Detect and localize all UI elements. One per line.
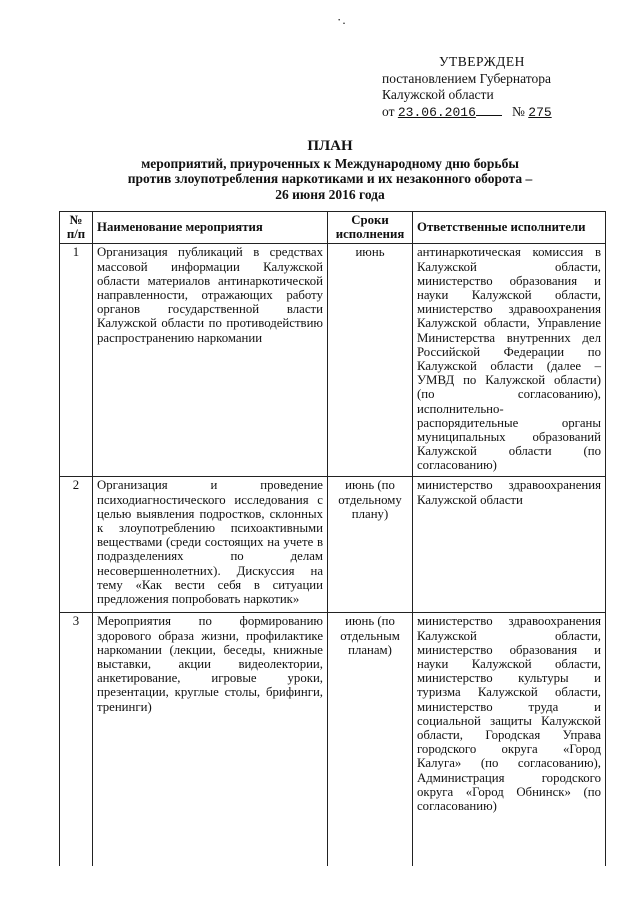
approval-line-2: Калужской области xyxy=(382,87,494,102)
row-num: 2 xyxy=(60,477,93,613)
title-line-3: 26 июня 2016 года xyxy=(275,186,385,202)
header-resp: Ответственные исполнители xyxy=(413,212,606,244)
row-term: июнь (по отдельному плану) xyxy=(328,477,413,613)
approval-date-line xyxy=(382,104,552,122)
row-name: Организация и проведение психодиагностического исследования с целью выявления подростков, склонных к злоупотреблению психоактивными веществами (среди состоящих на учете в подразделениях по делам несовершеннолетних). Дискуссия на тему «Как вести себя в ситуации предложения попробовать наркотик» xyxy=(93,477,328,613)
table-row xyxy=(60,613,606,867)
title-heading: ПЛАН xyxy=(307,138,353,154)
table-row xyxy=(60,477,606,613)
row-resp: министерство здравоохранения Калужской области xyxy=(413,477,606,613)
row-resp: антинаркотическая комиссия в Калужской области, министерство образования и науки Калужской области, министерство здравоохранения Калужской области, Управление Министерства внутренних дел Российской Федерации по Калужской области (далее – УМВД по Калужской области) (по согласованию), исполнительно-распорядительные органы муниципальных образований Калужской области (по согласованию) xyxy=(413,244,606,477)
approval-stamp xyxy=(382,54,552,121)
header-term: Сроки исполнения xyxy=(328,212,413,244)
number-prefix: № xyxy=(512,103,525,119)
approval-number: 275 xyxy=(528,104,552,120)
scan-mark: ·. xyxy=(337,12,347,27)
row-num: 3 xyxy=(60,613,93,867)
row-num: 1 xyxy=(60,244,93,477)
header-name: Наименование мероприятия xyxy=(93,212,328,244)
document-title xyxy=(60,139,600,202)
row-term: июнь xyxy=(328,244,413,477)
row-name: Мероприятия по формированию здорового образа жизни, профилактике наркомании (лекции, беседы, книжные выставки, акции видеолектории, анкетирование, игровые уроки, презентации, круглые столы, брифинги, тренинги) xyxy=(93,613,328,867)
table-header-row xyxy=(60,212,606,244)
plan-table xyxy=(59,211,606,866)
row-term: июнь (по отдельным планам) xyxy=(328,613,413,867)
date-prefix: от xyxy=(382,103,395,119)
table-row xyxy=(60,244,606,477)
row-name: Организация публикаций в средствах массовой информации Калужской области материалов антинаркотической направленности, отражающих работу органов государственной власти Калужской области по противодействию распространению наркомании xyxy=(93,244,328,477)
header-num: № п/п xyxy=(60,212,93,244)
date-underline xyxy=(476,104,502,116)
approval-line-1: постановлением Губернатора xyxy=(382,70,551,86)
approval-date: 23.06.2016 xyxy=(397,104,476,120)
title-line-2: против злоупотребления наркотиками и их незаконного оборота – xyxy=(127,171,533,186)
row-resp: министерство здравоохранения Калужской области, министерство образования и науки Калужской области, министерство культуры и туризма Калужской области, министерство труда и социальной защиты Калужской области, Городская Управа городского округа «Город Калуга» (по согласованию), Администрация городского округа «Город Обнинск» (по согласованию) xyxy=(413,613,606,867)
approval-title: УТВЕРЖДЕН xyxy=(439,54,525,69)
title-line-1: мероприятий, приуроченных к Международному дню борьбы xyxy=(141,155,519,171)
